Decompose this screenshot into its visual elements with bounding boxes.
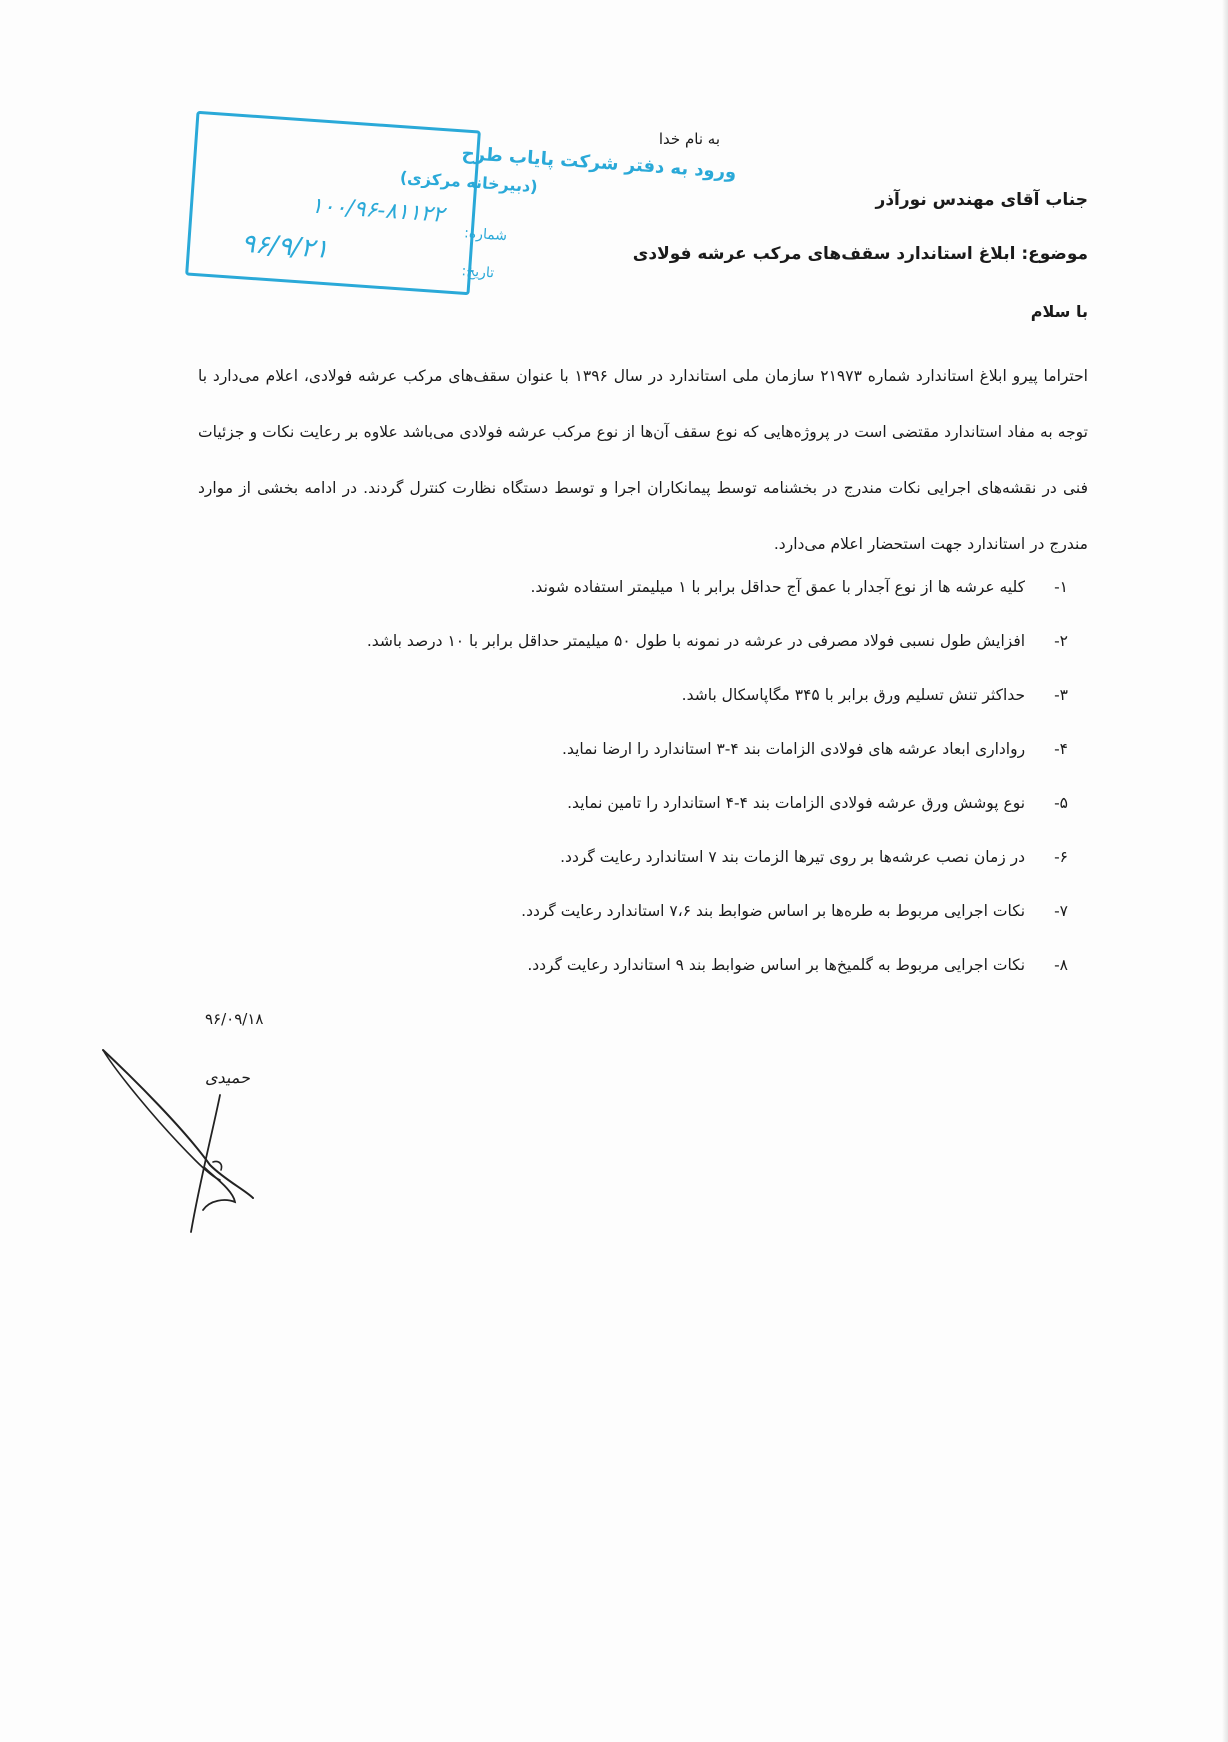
list-item-text: رواداری ابعاد عرشه های فولادی الزامات بند ۴-۳ استاندارد را ارضا نماید. — [562, 740, 1026, 758]
body-paragraph: احتراما پیرو ابلاغ استاندارد شماره ۲۱۹۷۳ سازمان ملی استاندارد در سال ۱۳۹۶ با عنوان سقف‌های مرکب عرشه فولادی، اعلام می‌دارد با توجه به مفاد استاندارد مقتضی است در پروژه‌هایی که نوع سقف آن‌ها از نوع مرکب عرشه فولادی می‌باشد علاوه بر رعایت نکات و جزئیات فنی در نقشه‌های اجرایی نکات مندرج در بخشنامه توسط پیمانکاران اجرا و توسط دستگاه نظارت کنترل گردند. در ادامه بخشی از موارد مندرج در استاندارد جهت استحضار اعلام می‌دارد. — [198, 367, 1088, 553]
stamp-date-value: ۹۶/۹/۲۱ — [240, 228, 330, 265]
list-item-text: افزایش طول نسبی فولاد مصرفی در عرشه در نمونه با طول ۵۰ میلیمتر حداقل برابر با ۱۰ درصد باشد. — [366, 632, 1026, 650]
list-item-number: ۳- — [1054, 686, 1068, 704]
list-item-number: ۵- — [1054, 794, 1068, 812]
list-item — [248, 740, 1068, 794]
list-item — [248, 578, 1068, 632]
greeting: با سلام — [1030, 302, 1088, 321]
subject-line: موضوع: ابلاغ استاندارد سقف‌های مرکب عرشه فولادی — [632, 244, 1088, 264]
list-item-text: نکات اجرایی مربوط به گلمیخ‌ها بر اساس ضوابط بند ۹ استاندارد رعایت گردد. — [527, 956, 1026, 974]
stamp-title: ورود به دفتر شرکت پایاب طرح — [461, 142, 738, 184]
list-item-number: ۲- — [1054, 632, 1068, 650]
letter-date: ۹۶/۰۹/۱۸ — [205, 1010, 264, 1028]
list-item-text: نکات اجرایی مربوط به طره‌ها بر اساس ضوابط بند ۷،۶ استاندارد رعایت گردد. — [521, 902, 1026, 920]
stamp-number-value: ۱۰۰/۹۶-۸۱۱۲۲ — [310, 193, 446, 228]
list-item — [248, 848, 1068, 902]
list-item-text: کلیه عرشه ها از نوع آجدار با عمق آج حداقل برابر با ۱ میلیمتر استفاده شوند. — [530, 578, 1026, 596]
list-item — [248, 902, 1068, 956]
list-item-number: ۴- — [1054, 740, 1068, 758]
stamp-date-label: تاریخ: — [461, 263, 495, 282]
scan-edge-shadow — [1222, 0, 1228, 1742]
handwritten-signature — [95, 1040, 275, 1240]
list-item-number: ۷- — [1054, 902, 1068, 920]
list-item-number: ۸- — [1054, 956, 1068, 974]
list-item-text: حداکثر تنش تسلیم ورق برابر با ۳۴۵ مگاپاسکال باشد. — [681, 686, 1026, 704]
list-item — [248, 956, 1068, 1010]
recipient-line: جناب آقای مهندس نورآذر — [875, 190, 1088, 210]
list-item-number: ۶- — [1054, 848, 1068, 866]
stamp-number-label: شماره: — [463, 225, 508, 245]
stamp-subtitle: (دبیرخانه مرکزی) — [399, 167, 539, 197]
list-item — [248, 794, 1068, 848]
list-item — [248, 686, 1068, 740]
list-item-text: در زمان نصب عرشه‌ها بر روی تیرها الزمات بند ۷ استاندارد رعایت گردد. — [560, 848, 1026, 866]
signer-name: حمیدی — [205, 1068, 250, 1087]
list-item-number: ۱- — [1054, 578, 1068, 596]
list-item-text: نوع پوشش ورق عرشه فولادی الزامات بند ۴-۴ استاندارد را تامین نماید. — [567, 794, 1026, 812]
requirements-list — [248, 578, 1068, 1010]
basmala: به نام خدا — [658, 130, 720, 148]
list-item — [248, 632, 1068, 686]
